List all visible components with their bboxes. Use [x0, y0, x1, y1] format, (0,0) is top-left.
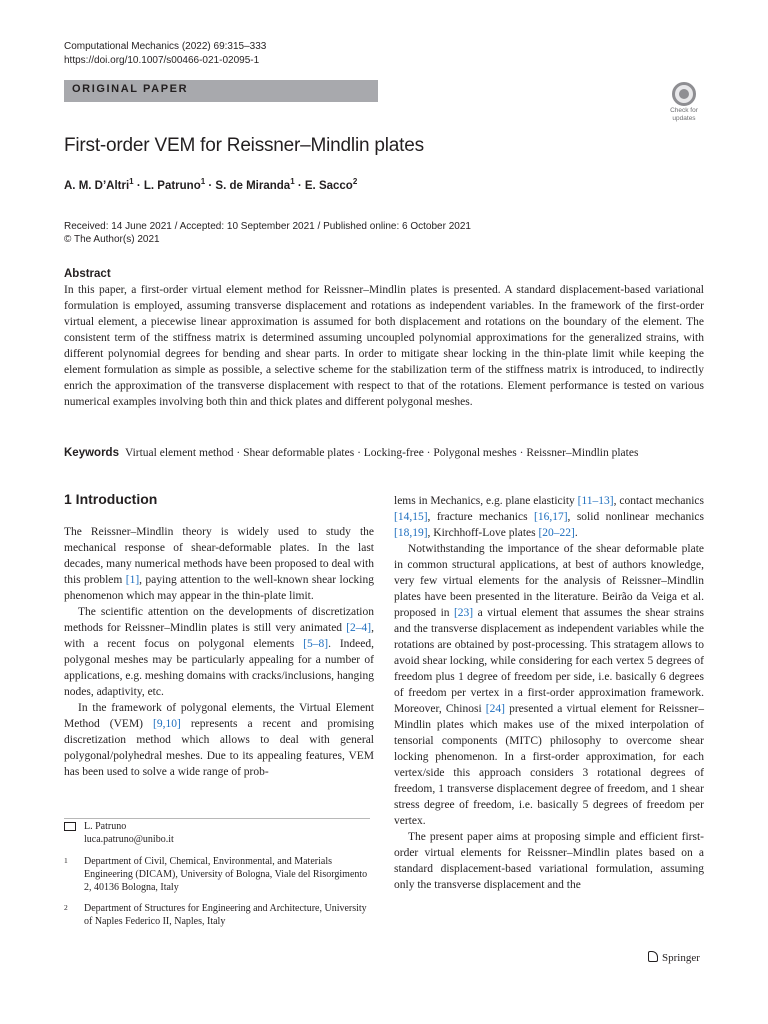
- text-run: , solid nonlinear mechanics: [567, 511, 705, 523]
- text-run: a virtual element that assumes the shear strains and the transverse displacement as independent variables while the rotations are obtained by post-processing. This stratagem allows to avoid shear locking, while considering for each vertex 5 degrees of freedom plus 1 degree of freedom per side, i.e. basically 6 degrees of freedom per vertex in a first-order approximation framework. Moreover, Chinosi: [394, 607, 704, 715]
- journal-citation: Computational Mechanics (2022) 69:315–333: [64, 41, 267, 52]
- author-affiliation-mark: 1: [129, 177, 134, 187]
- citation-link[interactable]: [11–13]: [577, 495, 614, 507]
- author-affiliation-mark: 1: [290, 177, 295, 187]
- author-name[interactable]: L. Patruno: [143, 180, 201, 192]
- citation-link[interactable]: [16,17]: [533, 511, 568, 523]
- affiliation-text: Department of Civil, Chemical, Environmental, and Materials Engineering (DICAM), University of Bologna, Viale del Risorgimento 2, 40136 Bologna, Italy: [84, 856, 368, 893]
- text-run: Notwithstanding the importance of the shear deformable plate in common structural applications, at best of authors knowledge, very few virtual elements for the analysis of Reissner–Mindlin plates have been presented in the literature. Beirão da Veiga et al. proposed in: [394, 543, 704, 619]
- author-name[interactable]: A. M. D’Altri: [64, 180, 130, 192]
- corresponding-author-name: L. Patruno: [84, 821, 127, 832]
- paragraph: [64, 700, 374, 780]
- affiliation-number: 1: [64, 856, 68, 865]
- paragraph: [394, 541, 704, 829]
- paper-title: First-order VEM for Reissner–Mindlin plates: [64, 135, 424, 156]
- section-heading: 1 Introduction: [64, 491, 158, 507]
- publisher-name: Springer: [662, 952, 700, 964]
- paragraph: [394, 493, 704, 541]
- text-run: In the framework of polygonal elements, the Virtual Element Method (VEM): [64, 702, 374, 730]
- left-column: [64, 524, 374, 780]
- check-updates-icon: [672, 82, 696, 106]
- keywords-block: [64, 445, 704, 461]
- springer-logo-icon: [648, 951, 658, 962]
- journal-header: [64, 40, 266, 68]
- text-run: represents a recent and promising discretization method which allows to deal with general polygonal/polyhedral meshes. Due to its appealing features, VEM has been used to solve a wide range of prob-: [64, 718, 374, 778]
- text-run: The Reissner–Mindlin theory is widely used to study the mechanical response of shear-deformable plates. In the last decades, many numerical methods have been proposed to deal with this problem: [64, 526, 374, 586]
- text-run: .: [574, 527, 578, 539]
- text-run: lems in Mechanics, e.g. plane elasticity: [394, 495, 578, 507]
- abstract-text: In this paper, a first-order virtual element method for Reissner–Mindlin plates is presented. A standard displacement-based variational formulation is employed, assuming transverse displacement and rotations as independent variables. In the framework of the first-order virtual element, a piecewise linear approximation is assumed for both displacement and rotations on the boundary of the element. The consistent term of the stiffness matrix is determined assuming uncoupled polynomial approximations for the generalized strains, with different polynomial degrees for bending and shear parts. In order to mitigate shear locking in the thin-plate limit while keeping the element formulation as simple as possible, a selective scheme for the stabilization term of the stiffness matrix is introduced, to indirectly enrich the approximation of the transverse displacement with respect to that of the rotations. Element performance is tested on various numerical examples involving both thin and thick plates and different polygonal meshes.: [64, 284, 704, 408]
- citation-link[interactable]: [18,19]: [394, 527, 428, 539]
- citation-link[interactable]: [2–4]: [346, 622, 372, 634]
- affiliation-text: Department of Structures for Engineering and Architecture, University of Naples Federico II, Naples, Italy: [84, 903, 367, 927]
- keywords-label: Keywords: [64, 447, 119, 459]
- copyright-notice: © The Author(s) 2021: [64, 234, 160, 245]
- text-run: , Kirchhoff-Love plates: [427, 527, 539, 539]
- text-run: The scientific attention on the developments of discretization methods for Reissner–Mindlin plates is still very animated: [64, 606, 374, 634]
- publisher-footer: [648, 951, 700, 965]
- text-run: presented a virtual element for Reissner–Mindlin plates which makes use of the mixed interpolation of tensorial components (MITC) philosophy to overcome shear locking phenomenon. In a first-order approximation, for each vertex/side this approach considers 3 rotational degrees of freedom, 1 transverse displacement degree of freedom, and 1 shear stress degree of freedom, i.e. basically 5 degrees of freedom per vertex.: [394, 703, 704, 827]
- citation-link[interactable]: [24]: [485, 703, 505, 715]
- citation-link[interactable]: [9,10]: [153, 718, 181, 730]
- paragraph: [394, 829, 704, 893]
- text-run: . Indeed, polygonal meshes may be particularly appealing for a number of applications, e.g. meshing domains with cracks/inclusions, hanging nodes, adaptivity, etc.: [64, 638, 374, 698]
- corresponding-author-email[interactable]: luca.patruno@unibo.it: [84, 834, 174, 845]
- affiliation-number: 2: [64, 903, 68, 912]
- abstract-block: [64, 266, 704, 410]
- corresponding-author: [64, 820, 174, 845]
- check-updates-label-2: updates: [672, 115, 696, 122]
- text-run: , contact mechanics: [613, 495, 704, 507]
- author-separator: ·: [294, 180, 305, 192]
- right-column: [394, 493, 704, 893]
- doi-link[interactable]: https://doi.org/10.1007/s00466-021-02095-1: [64, 55, 260, 66]
- check-for-updates-badge[interactable]: [664, 82, 704, 124]
- author-name[interactable]: S. de Miranda: [215, 180, 291, 192]
- envelope-icon: [64, 822, 76, 831]
- citation-link[interactable]: [5–8]: [303, 638, 329, 650]
- history-dates: Received: 14 June 2021 / Accepted: 10 September 2021 / Published online: 6 October 2021: [64, 221, 471, 232]
- paragraph: [64, 604, 374, 700]
- citation-link[interactable]: [14,15]: [394, 511, 428, 523]
- article-type-banner: [64, 80, 378, 102]
- author-separator: ·: [133, 180, 144, 192]
- author-list: [64, 178, 357, 194]
- citation-link[interactable]: [20–22]: [538, 527, 575, 539]
- affiliation-2: [64, 902, 370, 928]
- author-name[interactable]: E. Sacco: [304, 180, 353, 192]
- footnote-divider: [64, 818, 370, 819]
- author-separator: ·: [205, 180, 216, 192]
- citation-link[interactable]: [23]: [453, 607, 474, 619]
- text-run: , fracture mechanics: [427, 511, 534, 523]
- affiliation-1: [64, 855, 370, 894]
- text-run: , with a recent focus on polygonal elements: [64, 622, 374, 650]
- publication-dates: [64, 220, 471, 246]
- author-affiliation-mark: 1: [200, 177, 206, 187]
- abstract-heading: Abstract: [64, 268, 111, 280]
- keywords-text: Virtual element method · Shear deformable plates · Locking-free · Polygonal meshes · Reissner–Mindlin plates: [124, 447, 639, 459]
- citation-link[interactable]: [1]: [125, 574, 140, 586]
- check-updates-label-1: Check for: [670, 107, 698, 114]
- paragraph: [64, 524, 374, 604]
- text-run: , paying attention to the well-known shear locking phenomenon which may appear in the thin-plate limit.: [64, 574, 374, 602]
- text-run: The present paper aims at proposing simple and efficient first-order virtual elements for Reissner–Mindlin plates based on a standard displacement-based variational formulation, assuming only the transverse displacement and the: [394, 831, 704, 891]
- author-affiliation-mark: 2: [352, 177, 358, 187]
- article-type-label: ORIGINAL PAPER: [72, 83, 189, 95]
